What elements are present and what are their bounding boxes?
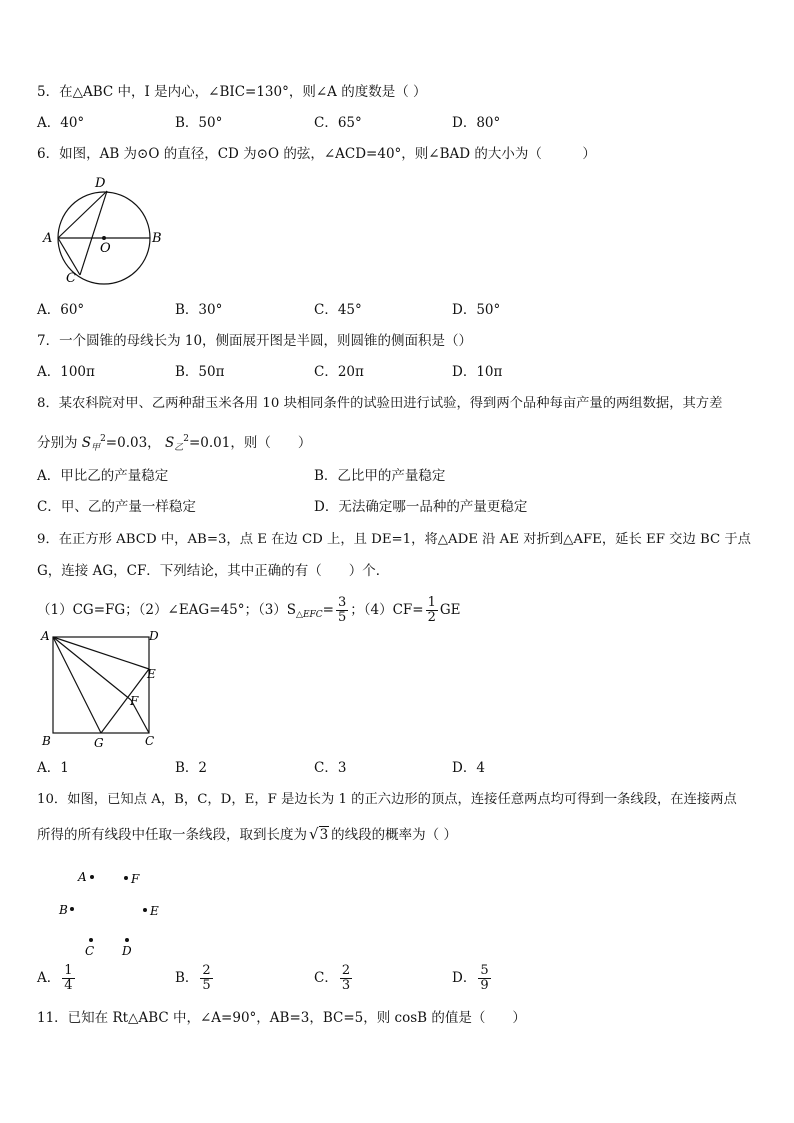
q10-option-d-den: 9 <box>480 978 489 993</box>
q6-label-b: B <box>152 231 162 246</box>
q7-stem: 7．一个圆锥的母线长为 10，侧面展开图是半圆，则圆锥的侧面积是（） <box>37 333 473 349</box>
q10-option-c-den: 3 <box>341 978 351 993</box>
q9-stem-line2: G，连接 AG，CF．下列结论，其中正确的有（ ）个． <box>37 563 390 579</box>
q10-label-a: A <box>78 870 87 884</box>
q8-sub-jia: 甲 <box>91 443 101 453</box>
q8-option-b: B．乙比甲的产量稳定 <box>314 468 446 484</box>
q9-label-d: D <box>149 629 159 643</box>
q10-hexagon-points-figure <box>52 862 172 962</box>
q10-stem-line1: 10．如图，已知点 A，B，C，D，E，F 是边长为 1 的正六边形的顶点，连接任意两点均可得到一条线段，在连接两点 <box>37 792 737 807</box>
q8-option-c: C．甲、乙的产量一样稳定 <box>37 499 196 515</box>
q9-option-d: D．4 <box>452 760 485 776</box>
q6-circle-figure <box>36 172 170 288</box>
q10-sqrt-value: 3 <box>319 827 329 843</box>
q9-c3-fraction <box>336 596 348 625</box>
q6-option-d: D．50° <box>452 302 501 318</box>
q10-option-c-num: 2 <box>341 963 351 978</box>
q5-option-d: D．80° <box>452 115 501 131</box>
q5-stem: 5．在△ABC 中，I 是内心，∠BIC=130°，则∠A 的度数是（ ） <box>37 84 427 100</box>
q6-label-a: A <box>43 231 53 246</box>
q8-stem-line1: 8．某农科院对甲、乙两种甜玉米各用 10 块相同条件的试验田进行试验，得到两个品种每亩产量的两组数据，其方差 <box>37 396 723 411</box>
q9-option-a: A．1 <box>37 760 69 776</box>
q10-label-d: D <box>122 944 132 958</box>
q8-s-yi: S <box>164 435 175 451</box>
q8-stem-line2 <box>37 430 311 457</box>
q6-option-c: C．45° <box>314 302 362 318</box>
q8-sq-yi: 2 <box>183 434 189 444</box>
q10-label-e: E <box>150 904 159 918</box>
q9-option-c: C．3 <box>314 760 347 776</box>
q9-c1-eq: = <box>322 602 334 618</box>
q9-label-g: G <box>94 736 104 750</box>
q10-label-c: C <box>85 944 95 958</box>
q9-c4-pre: ；（4）CF= <box>350 602 424 618</box>
q10-option-b-prefix: B． <box>175 970 199 986</box>
q10-option-c <box>314 964 354 993</box>
q6-label-d: D <box>95 176 106 191</box>
q6-option-a: A．60° <box>37 302 85 318</box>
q9-c3-den: 5 <box>337 610 347 625</box>
q8-option-d: D．无法确定哪一品种的产量更稳定 <box>314 499 528 515</box>
q11-stem: 11．已知在 Rt△ABC 中，∠A=90°，AB=3，BC=5，则 cosB 的值是（ ） <box>37 1010 526 1026</box>
q10-option-b-den: 5 <box>202 978 211 993</box>
q5-option-a: A．40° <box>37 115 85 131</box>
q9-label-b: B <box>42 734 51 748</box>
q9-option-b: B．2 <box>175 760 208 776</box>
q5-option-c: C．65° <box>314 115 362 131</box>
q10-option-a <box>37 964 77 993</box>
q8-s-jia: S <box>81 435 92 451</box>
q8-sub-yi: 乙 <box>174 443 184 453</box>
q10-option-a-prefix: A． <box>37 970 61 986</box>
q9-label-e: E <box>147 667 156 681</box>
q5-option-b: B．50° <box>175 115 223 131</box>
q10-label-f: F <box>131 872 140 886</box>
q7-option-b: B．50π <box>175 364 225 380</box>
q9-square-figure <box>36 626 166 750</box>
q9-label-f: F <box>130 694 139 708</box>
q10-label-b: B <box>59 903 68 917</box>
q10-option-a-num: 1 <box>64 963 73 978</box>
q9-c1: （1）CG=FG；（2）∠EAG=45°；（3）S <box>37 602 297 618</box>
q10-sqrt: √3 <box>309 825 329 843</box>
q6-label-c: C <box>66 271 76 286</box>
q8-val-yi: =0.01，则（ ） <box>188 435 312 451</box>
q8-val-jia: =0.03， <box>105 435 161 451</box>
q10-option-b <box>175 964 215 993</box>
q10-option-b-num: 2 <box>202 963 211 978</box>
q9-label-c: C <box>145 734 155 748</box>
q9-stem-line1: 9．在正方形 ABCD 中，AB=3，点 E 在边 CD 上，且 DE=1，将△ADE 沿 AE 对折到△AFE，延长 EF 交边 BC 于点 <box>37 532 751 547</box>
q6-stem: 6．如图，AB 为⊙O 的直径，CD 为⊙O 的弦，∠ACD=40°，则∠BAD 的大小为（ ） <box>37 146 596 162</box>
q9-label-a: A <box>41 629 50 643</box>
q10-option-d-prefix: D． <box>452 970 477 986</box>
q6-label-o: O <box>100 241 111 256</box>
q10-option-d <box>452 964 493 993</box>
q7-option-a: A．100π <box>37 364 95 380</box>
q10-stem-line2 <box>37 825 457 844</box>
q9-c4-fraction <box>426 596 438 625</box>
q10-option-c-fraction <box>340 964 352 993</box>
q10-option-a-fraction <box>62 964 74 993</box>
q10-option-d-fraction <box>478 964 490 993</box>
q9-c1-sub: △EFC <box>296 610 323 620</box>
q10-option-d-num: 5 <box>480 963 489 978</box>
q9-conclusions <box>37 596 461 629</box>
q9-c4-post: GE <box>439 602 461 618</box>
q10-option-a-den: 4 <box>64 978 73 993</box>
q8-sq-jia: 2 <box>100 434 106 444</box>
q10-option-c-prefix: C． <box>314 970 338 986</box>
q6-option-b: B．30° <box>175 302 223 318</box>
q10-stem-pre: 所得的所有线段中任取一条线段，取到长度为 <box>37 827 307 843</box>
q8-option-a: A．甲比乙的产量稳定 <box>37 468 169 484</box>
q10-option-b-fraction <box>200 964 212 993</box>
q9-c4-den: 2 <box>427 610 436 625</box>
q7-option-c: C．20π <box>314 364 364 380</box>
q8-prefix: 分别为 <box>37 435 78 451</box>
q9-c3-num: 3 <box>337 595 347 610</box>
q7-option-d: D．10π <box>452 364 503 380</box>
q10-stem-post: 的线段的概率为（ ） <box>331 827 457 843</box>
q9-c4-num: 1 <box>427 595 436 610</box>
